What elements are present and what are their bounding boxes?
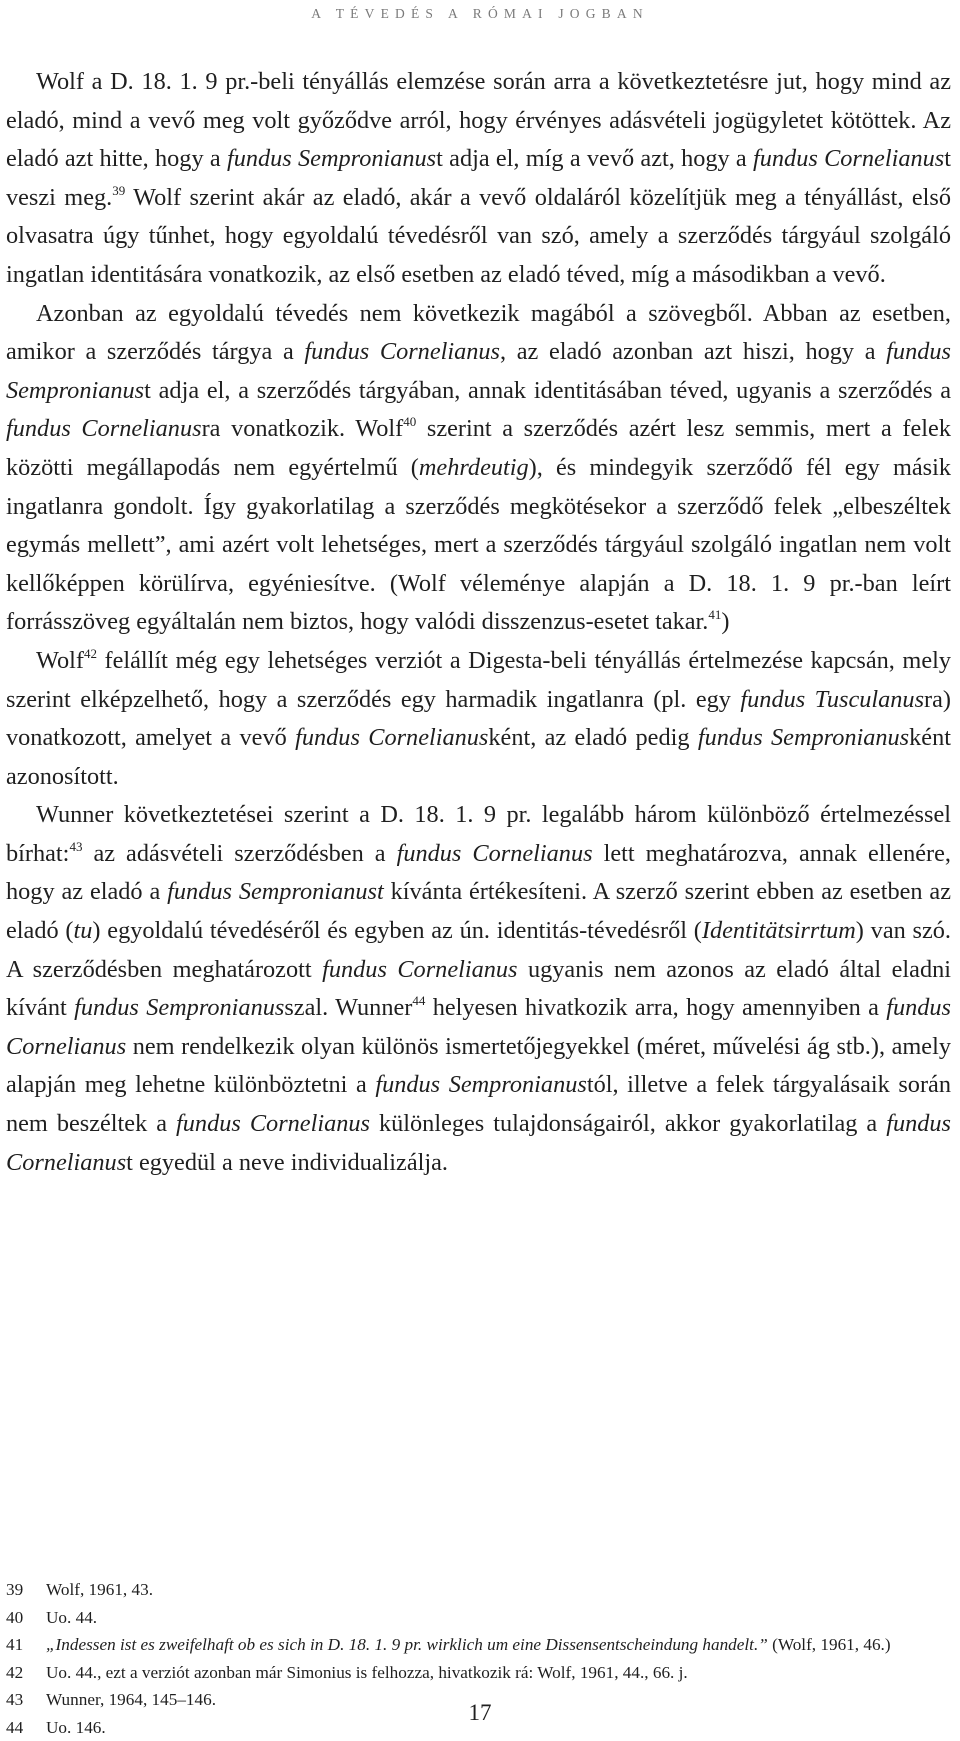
text-run: ), és mindegyik szerződő fél egy másik ingatlanra gondolt. Így gyakorlatilag a szerződés megkötésekor a szerződő felek „elbeszéltek egymás mellett”, ami azért volt lehetséges, mert a szerződés tárgyául szolgáló ingatlan nem volt kellőképpen körülírva, egyéniesítve. (Wolf véleménye alapján a D. 18. 1. 9 pr.-ban leírt forrásszöveg egyáltalán nem biztos, hogy valódi disszenzus-esetet takar. <box>6 454 951 635</box>
italic-term: fundus Cornelianus <box>6 415 202 442</box>
text-run: ) egyoldalú tévedéséről és egyben az ún. identitás-tévedésről ( <box>92 917 702 944</box>
text-run: Wolf <box>36 647 84 674</box>
running-head: A TÉVEDÉS A RÓMAI JOGBAN <box>0 6 960 22</box>
italic-term: fundus Sempronianus <box>6 338 951 404</box>
footnote-ref: 39 <box>112 183 125 198</box>
italic-term: fundus Cornelianus <box>295 724 488 751</box>
italic-term: fundus Sempronianus <box>74 994 284 1021</box>
footnote-number: 43 <box>6 1686 46 1714</box>
italic-term: fundus Tusculanus <box>740 686 924 713</box>
italic-term: tu <box>74 917 93 944</box>
footnote <box>6 1659 951 1687</box>
text-run: lett meghatározva, annak ellenére, hogy az eladó a <box>6 840 951 906</box>
paragraph <box>6 63 951 295</box>
text-run: t adja el, a szerződés tárgyában, annak identitásában téved, ugyanis a szerződés a <box>144 377 951 404</box>
footnote-ref: 44 <box>412 993 425 1008</box>
paragraph <box>6 796 951 1182</box>
text-run: t egyedül a neve individualizálja. <box>126 1149 448 1176</box>
text-run: kívánta értékesíteni. A szerző szerint ebben az esetben az eladó ( <box>6 878 951 944</box>
text-run: ra) vonatkozott, amelyet a vevő <box>6 686 951 752</box>
text-run: nem rendelkezik olyan különös ismertetőjegyekkel (méret, művelési ág stb.), amely alapján meg lehetne különböztetni a <box>6 1033 951 1099</box>
footnote-number: 40 <box>6 1604 46 1632</box>
text-run: Uo. 44. <box>46 1608 97 1627</box>
footnote-text <box>46 1576 153 1604</box>
footnote-number: 44 <box>6 1714 46 1741</box>
text-run: Uo. 146. <box>46 1718 106 1737</box>
text-run: Azonban az egyoldalú tévedés nem következik magából a szövegből. Abban az esetben, amikor a szerződés tárgya a <box>6 300 951 366</box>
text-run: ) van szó. A szerződésben meghatározott <box>6 917 951 983</box>
italic-term: fundus Cornelianus <box>753 145 944 172</box>
footnote-text <box>46 1604 97 1632</box>
italic-term: fundus Sempronianus <box>698 724 909 751</box>
text-run: szal. Wunner <box>284 994 412 1021</box>
footnote <box>6 1631 951 1659</box>
text-run: Wunner következtetései szerint a D. 18. 1. 9 pr. legalább három különböző értelmezéssel bírhat: <box>6 801 951 867</box>
footnote-number: 41 <box>6 1631 46 1659</box>
text-run: Wolf a D. 18. 1. 9 pr.-beli tényállás elemzése során arra a következtetésre jut, hogy mind az eladó, mind a vevő meg volt győződve arról, hogy érvényes adásvételi jogügyletet kötöttek. Az eladó azt hitte, hogy a <box>6 68 951 172</box>
italic-term: mehrdeutig <box>419 454 529 481</box>
italic-term: fundus Cornelianus <box>322 956 517 983</box>
italic-term: fundus Sempronianus <box>227 145 436 172</box>
italic-term: Identitätsirrtum <box>702 917 856 944</box>
text-run: Uo. 44., ezt a verziót azonban már Simonius is felhozza, hivatkozik rá: Wolf, 1961, 44., 66. j. <box>46 1663 688 1682</box>
italic-term: fundus Sempronianust <box>167 878 384 905</box>
text-run: Wolf, 1961, 43. <box>46 1580 153 1599</box>
text-run: helyesen hivatkozik arra, hogy amennyiben a <box>425 994 886 1021</box>
footnote-ref: 41 <box>708 607 721 622</box>
italic-term: fundus Sempronianus <box>375 1071 587 1098</box>
italic-term: fundus Cornelianus <box>176 1110 370 1137</box>
footnote-number: 42 <box>6 1659 46 1687</box>
body-text <box>6 63 951 1182</box>
paragraph <box>6 295 951 642</box>
text-run: ra vonatkozik. Wolf <box>202 415 404 442</box>
text-run: (Wolf, 1961, 46.) <box>768 1635 891 1654</box>
italic-term: fundus Cornelianus <box>6 994 951 1060</box>
italic-term: „Indessen ist es zweifelhaft ob es sich in D. 18. 1. 9 pr. wirklich um eine Dissensentscheindung handelt.” <box>46 1635 768 1654</box>
text-run: az adásvételi szerződésben a <box>82 840 396 867</box>
paragraph <box>6 642 951 796</box>
text-run: t veszi meg. <box>6 145 951 211</box>
text-run: Wunner, 1964, 145–146. <box>46 1690 216 1709</box>
text-run: különleges tulajdonságairól, akkor gyakorlatilag a <box>370 1110 886 1137</box>
text-run: felállít még egy lehetséges verziót a Digesta-beli tényállás értelmezése kapcsán, mely szerint elképzelhető, hogy a szerződés egy harmadik ingatlanra (pl. egy <box>6 647 951 713</box>
italic-term: fundus Cornelianus <box>304 338 500 365</box>
footnote-text <box>46 1659 688 1687</box>
page-number: 17 <box>0 1700 960 1726</box>
text-run: ként, az eladó pedig <box>488 724 697 751</box>
footnote <box>6 1604 951 1632</box>
text-run: ugyanis nem azonos az eladó által eladni kívánt <box>6 956 951 1022</box>
footnote-ref: 40 <box>403 414 416 429</box>
footnote-ref: 42 <box>84 646 97 661</box>
footnote-text <box>46 1635 891 1654</box>
footnote-ref: 43 <box>69 839 82 854</box>
text-run: ) <box>721 608 729 635</box>
italic-term: fundus Cornelianus <box>397 840 593 867</box>
footnote-number: 39 <box>6 1576 46 1604</box>
text-run: szerint a szerződés azért lesz semmis, mert a felek közötti megállapodás nem egyértelmű ( <box>6 415 951 481</box>
text-run: tól, illetve a felek tárgyalásaik során nem beszéltek a <box>6 1071 951 1137</box>
text-run: t adja el, míg a vevő azt, hogy a <box>436 145 753 172</box>
italic-term: fundus Cornelianus <box>6 1110 951 1176</box>
footnote <box>6 1576 951 1604</box>
text-run: Wolf szerint akár az eladó, akár a vevő oldaláról közelítjük meg a tényállást, első olvasatra úgy tűnhet, hogy egyoldalú tévedésről van szó, amely a szerződés tárgyául szolgáló ingatlan identitására vonatkozik, az első esetben az eladó téved, míg a másodikban a vevő. <box>6 184 951 288</box>
text-run: ként azonosított. <box>6 724 951 790</box>
text-run: , az eladó azonban azt hiszi, hogy a <box>500 338 886 365</box>
